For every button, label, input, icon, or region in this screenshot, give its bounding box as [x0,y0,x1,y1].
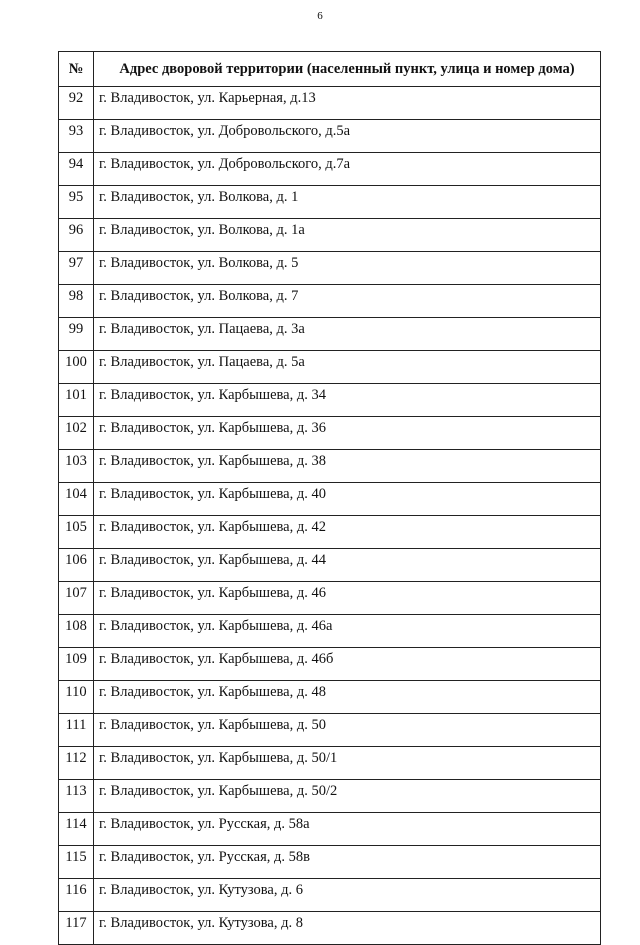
table-row [59,417,601,450]
address-cell: г. Владивосток, ул. Волкова, д. 1 [94,186,601,219]
table-row [59,747,601,780]
table-row [59,846,601,879]
row-number-cell: 99 [59,318,94,351]
table-row [59,252,601,285]
table-row [59,384,601,417]
address-cell: г. Владивосток, ул. Русская, д. 58а [94,813,601,846]
column-header-address: Адрес дворовой территории (населенный пункт, улица и номер дома) [94,52,601,87]
table-row [59,912,601,945]
row-number-cell: 114 [59,813,94,846]
address-cell: г. Владивосток, ул. Пацаева, д. 5а [94,351,601,384]
table-row [59,780,601,813]
table-row [59,87,601,120]
row-number-cell: 100 [59,351,94,384]
table-row [59,351,601,384]
address-cell: г. Владивосток, ул. Волкова, д. 7 [94,285,601,318]
table-row [59,483,601,516]
address-cell: г. Владивосток, ул. Карьерная, д.13 [94,87,601,120]
row-number-cell: 115 [59,846,94,879]
row-number-cell: 103 [59,450,94,483]
table-row [59,219,601,252]
address-cell: г. Владивосток, ул. Карбышева, д. 48 [94,681,601,714]
row-number-cell: 106 [59,549,94,582]
row-number-cell: 109 [59,648,94,681]
address-cell: г. Владивосток, ул. Добровольского, д.7а [94,153,601,186]
address-cell: г. Владивосток, ул. Карбышева, д. 40 [94,483,601,516]
column-header-number: № [59,52,94,87]
address-cell: г. Владивосток, ул. Карбышева, д. 50/2 [94,780,601,813]
table-row [59,813,601,846]
address-cell: г. Владивосток, ул. Карбышева, д. 50/1 [94,747,601,780]
table-row [59,549,601,582]
address-cell: г. Владивосток, ул. Волкова, д. 5 [94,252,601,285]
table-row [59,681,601,714]
address-cell: г. Владивосток, ул. Добровольского, д.5а [94,120,601,153]
table-row [59,879,601,912]
row-number-cell: 95 [59,186,94,219]
row-number-cell: 113 [59,780,94,813]
row-number-cell: 110 [59,681,94,714]
address-cell: г. Владивосток, ул. Волкова, д. 1а [94,219,601,252]
table-row [59,582,601,615]
table-row [59,186,601,219]
address-cell: г. Владивосток, ул. Карбышева, д. 46а [94,615,601,648]
table-row [59,450,601,483]
table-header-row [59,52,601,87]
table-row [59,615,601,648]
row-number-cell: 94 [59,153,94,186]
table-row [59,714,601,747]
row-number-cell: 101 [59,384,94,417]
table-row [59,120,601,153]
address-cell: г. Владивосток, ул. Русская, д. 58в [94,846,601,879]
table-row [59,648,601,681]
row-number-cell: 116 [59,879,94,912]
row-number-cell: 93 [59,120,94,153]
table-row [59,285,601,318]
address-cell: г. Владивосток, ул. Карбышева, д. 42 [94,516,601,549]
address-cell: г. Владивосток, ул. Карбышева, д. 38 [94,450,601,483]
row-number-cell: 112 [59,747,94,780]
address-cell: г. Владивосток, ул. Карбышева, д. 34 [94,384,601,417]
row-number-cell: 108 [59,615,94,648]
row-number-cell: 98 [59,285,94,318]
address-cell: г. Владивосток, ул. Кутузова, д. 6 [94,879,601,912]
address-cell: г. Владивосток, ул. Кутузова, д. 8 [94,912,601,945]
address-table [58,51,601,945]
address-cell: г. Владивосток, ул. Карбышева, д. 50 [94,714,601,747]
page-number: 6 [317,10,323,22]
address-cell: г. Владивосток, ул. Карбышева, д. 36 [94,417,601,450]
row-number-cell: 105 [59,516,94,549]
address-cell: г. Владивосток, ул. Карбышева, д. 44 [94,549,601,582]
row-number-cell: 92 [59,87,94,120]
row-number-cell: 97 [59,252,94,285]
address-cell: г. Владивосток, ул. Карбышева, д. 46б [94,648,601,681]
address-cell: г. Владивосток, ул. Карбышева, д. 46 [94,582,601,615]
row-number-cell: 117 [59,912,94,945]
row-number-cell: 107 [59,582,94,615]
table-row [59,516,601,549]
address-cell: г. Владивосток, ул. Пацаева, д. 3а [94,318,601,351]
table-row [59,153,601,186]
row-number-cell: 104 [59,483,94,516]
row-number-cell: 96 [59,219,94,252]
table-row [59,318,601,351]
row-number-cell: 111 [59,714,94,747]
row-number-cell: 102 [59,417,94,450]
table-body [59,87,601,945]
